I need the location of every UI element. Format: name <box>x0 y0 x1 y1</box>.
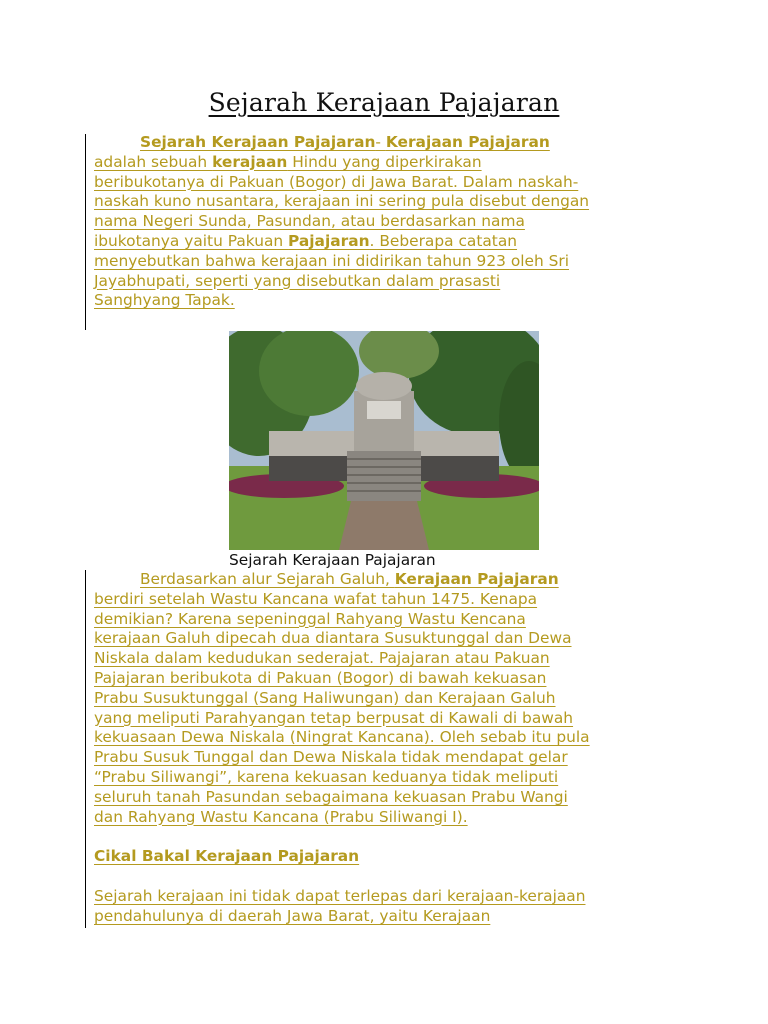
line: berdiri setelah Wastu Kancana wafat tahun 1475. Kenapa <box>94 589 538 608</box>
text: Hindu yang diperkirakan <box>287 152 482 171</box>
monument-photo <box>229 331 539 550</box>
line: menyebutkan bahwa kerajaan ini didirikan tahun 923 oleh Sri <box>94 251 569 270</box>
text: Berdasarkan alur Sejarah Galuh, <box>140 570 395 588</box>
line: seluruh tanah Pasundan sebagaimana kekuasan Prabu Wangi <box>94 787 568 806</box>
section-heading[interactable]: Cikal Bakal Kerajaan Pajajaran <box>94 847 360 865</box>
document-title: Sejarah Kerajaan Pajajaran <box>208 88 560 117</box>
line: Jayabhupati, seperti yang disebutkan dalam prasasti <box>94 271 501 290</box>
link-kerajaan-pajajaran[interactable]: Kerajaan Pajajaran <box>394 570 559 588</box>
line: Pajajaran beribukota di Pakuan (Bogor) di bawah kekuasan <box>94 668 547 687</box>
line: beribukotanya di Pakuan (Bogor) di Jawa Barat. Dalam naskah- <box>94 172 579 191</box>
paragraph-history <box>94 570 694 827</box>
text: . Beberapa catatan <box>369 231 518 250</box>
line: Niskala dalam kedudukan sederajat. Pajajaran atau Pakuan <box>94 649 550 668</box>
line <box>94 153 694 173</box>
line <box>94 133 694 153</box>
link-kerajaan-pajajaran[interactable]: Kerajaan Pajajaran <box>385 133 550 151</box>
image-caption: Sejarah Kerajaan Pajajaran <box>229 551 436 569</box>
line: yang meliputi Parahyangan tetap berpusat di Kawali di bawah <box>94 708 574 727</box>
text: adalah sebuah <box>94 152 213 171</box>
line: nama Negeri Sunda, Pasundan, atau berdasarkan nama <box>94 212 525 231</box>
line: “Prabu Siliwangi”, karena kekuasan keduanya tidak meliputi <box>94 767 559 786</box>
line: Sejarah kerajaan ini tidak dapat terlepas dari kerajaan-kerajaan <box>94 887 586 905</box>
line: Prabu Susuk Tunggal dan Dewa Niskala tidak mendapat gelar <box>94 748 568 767</box>
text: ibukotanya yaitu Pakuan <box>94 231 289 250</box>
margin-bar-1 <box>85 134 86 330</box>
line: dan Rahyang Wastu Kancana (Prabu Siliwangi I). <box>94 807 468 826</box>
line: naskah kuno nusantara, kerajaan ini sering pula disebut dengan <box>94 192 590 211</box>
line: pendahulunya di daerah Jawa Barat, yaitu Kerajaan <box>94 906 491 925</box>
link-sejarah[interactable]: Sejarah Kerajaan Pajajaran <box>140 133 376 151</box>
link-kerajaan[interactable]: kerajaan <box>212 152 288 171</box>
margin-bar-2 <box>85 570 86 928</box>
link-pajajaran[interactable]: Pajajaran <box>288 231 370 250</box>
line <box>94 570 694 590</box>
line: Sanghyang Tapak. <box>94 291 235 310</box>
text: - <box>375 133 386 151</box>
line <box>94 232 694 252</box>
paragraph-intro <box>94 133 694 311</box>
paragraph-origin <box>94 887 694 927</box>
line: kerajaan Galuh dipecah dua diantara Susuktunggal dan Dewa <box>94 629 572 648</box>
line: demikian? Karena sepeninggal Rahyang Wastu Kencana <box>94 609 526 628</box>
line: Prabu Susuktunggal (Sang Haliwungan) dan Kerajaan Galuh <box>94 688 556 707</box>
line: kekuasaan Dewa Niskala (Ningrat Kancana). Oleh sebab itu pula <box>94 728 590 747</box>
